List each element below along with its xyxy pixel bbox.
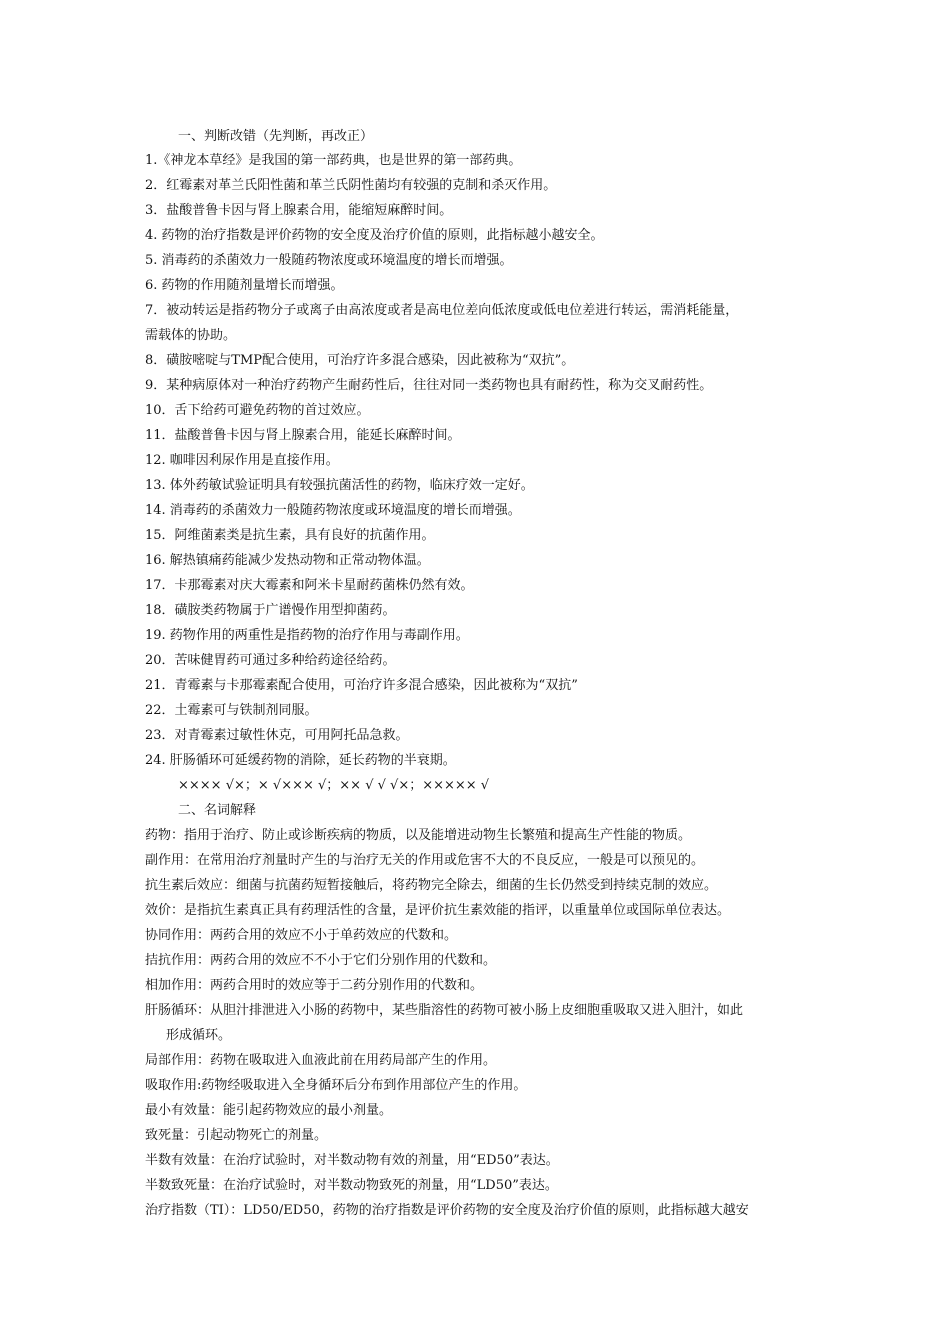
- term-drug: 药物：指用于治疗、防止或诊断疾病的物质，以及能增进动物生长繁殖和提高生产性能的物质。: [145, 828, 692, 843]
- judgment-item-18: 18．磺胺类药物属于广谱慢作用型抑菌药。: [145, 603, 396, 618]
- term-post-antibiotic-effect: 抗生素后效应：细菌与抗菌药短暂接触后，将药物完全除去，细菌的生长仍然受到持续克制的效应。: [145, 878, 718, 893]
- term-lethal-dose: 致死量：引起动物死亡的剂量。: [145, 1128, 328, 1143]
- judgment-item-21: 21．青霉素与卡那霉素配合使用，可治疗许多混合感染，因此被称为“双抗”: [145, 678, 578, 693]
- judgment-item-14: 14. 消毒药的杀菌效力一般随药物浓度或环境温度的增长而增强。: [145, 503, 521, 518]
- judgment-item-7-cont: 需载体的协助。: [145, 328, 237, 343]
- judgment-item-11: 11．盐酸普鲁卡因与肾上腺素合用，能延长麻醉时间。: [145, 428, 461, 443]
- term-additive-effect: 相加作用：两药合用时的效应等于二药分别作用的代数和。: [145, 978, 484, 993]
- judgment-item-10: 10．舌下给药可避免药物的首过效应。: [145, 403, 370, 418]
- term-side-effect: 副作用：在常用治疗剂量时产生的与治疗无关的作用或危害不大的不良反应，一般是可以预见的。: [145, 853, 705, 868]
- judgment-item-19: 19. 药物作用的两重性是指药物的治疗作用与毒副作用。: [145, 628, 469, 643]
- term-ld50: 半数致死量：在治疗试验时，对半数动物致死的剂量，用“LD50”表达。: [145, 1178, 558, 1193]
- judgment-item-6: 6. 药物的作用随剂量增长而增强。: [145, 278, 344, 293]
- judgment-item-22: 22．土霉素可与铁制剂同服。: [145, 703, 318, 718]
- term-synergism: 协同作用：两药合用的效应不小于单药效应的代数和。: [145, 928, 458, 943]
- judgment-item-20: 20．苦味健胃药可通过多种给药途径给药。: [145, 653, 396, 668]
- section1-heading: 一、判断改错（先判断，再改正）: [178, 129, 374, 144]
- term-local-action: 局部作用：药物在吸取进入血液此前在用药局部产生的作用。: [145, 1053, 497, 1068]
- section2-heading: 二、名词解释: [178, 803, 257, 818]
- judgment-item-1: 1.《神龙本草经》是我国的第一部药典，也是世界的第一部药典。: [145, 153, 522, 168]
- term-therapeutic-index: 治疗指数（TI）：LD50/ED50，药物的治疗指数是评价药物的安全度及治疗价值的原则，此指标越大越安: [145, 1203, 749, 1218]
- answer-key: ×××× √×；× √××× √；×× √ √ √×；××××× √: [178, 778, 490, 793]
- term-potency: 效价：是指抗生素真正具有药理活性的含量，是评价抗生素效能的指评，以重量单位或国际单位表达。: [145, 903, 731, 918]
- judgment-item-13: 13. 体外药敏试验证明具有较强抗菌活性的药物，临床疗效一定好。: [145, 478, 534, 493]
- term-minimum-effective-dose: 最小有效量：能引起药物效应的最小剂量。: [145, 1103, 393, 1118]
- judgment-item-5: 5. 消毒药的杀菌效力一般随药物浓度或环境温度的增长而增强。: [145, 253, 513, 268]
- judgment-item-7: 7．被动转运是指药物分子或离子由高浓度或者是高电位差向低浓度或低电位差进行转运，需消耗能量，: [145, 303, 739, 318]
- judgment-item-8: 8．磺胺嘧啶与TMP配合使用，可治疗许多混合感染，因此被称为“双抗”。: [145, 353, 575, 368]
- term-enterohepatic-circulation: 肝肠循环：从胆汁排泄进入小肠的药物中，某些脂溶性的药物可被小肠上皮细胞重吸取又进入胆汁，如此: [145, 1003, 744, 1018]
- term-absorptive-action: 吸取作用:药物经吸取进入全身循环后分布到作用部位产生的作用。: [145, 1078, 527, 1093]
- judgment-item-3: 3．盐酸普鲁卡因与肾上腺素合用，能缩短麻醉时间。: [145, 203, 453, 218]
- judgment-item-2: 2．红霉素对革兰氏阳性菌和革兰氏阴性菌均有较强的克制和杀灭作用。: [145, 178, 557, 193]
- judgment-item-9: 9．某种病原体对一种治疗药物产生耐药性后，往往对同一类药物也具有耐药性，称为交叉耐药性。: [145, 378, 713, 393]
- judgment-item-17: 17．卡那霉素对庆大霉素和阿米卡星耐药菌株仍然有效。: [145, 578, 474, 593]
- judgment-item-15: 15．阿维菌素类是抗生素，具有良好的抗菌作用。: [145, 528, 435, 543]
- judgment-item-16: 16. 解热镇痛药能减少发热动物和正常动物体温。: [145, 553, 430, 568]
- judgment-item-12: 12. 咖啡因利尿作用是直接作用。: [145, 453, 339, 468]
- judgment-item-24: 24. 肝肠循环可延缓药物的消除，延长药物的半衰期。: [145, 753, 456, 768]
- term-ed50: 半数有效量：在治疗试验时，对半数动物有效的剂量，用“ED50”表达。: [145, 1153, 559, 1168]
- judgment-item-4: 4. 药物的治疗指数是评价药物的安全度及治疗价值的原则，此指标越小越安全。: [145, 228, 604, 243]
- term-antagonism: 拮抗作用：两药合用的效应不不小于它们分别作用的代数和。: [145, 953, 497, 968]
- term-enterohepatic-circulation-cont: 形成循环。: [166, 1028, 232, 1043]
- judgment-item-23: 23．对青霉素过敏性休克，可用阿托品急救。: [145, 728, 409, 743]
